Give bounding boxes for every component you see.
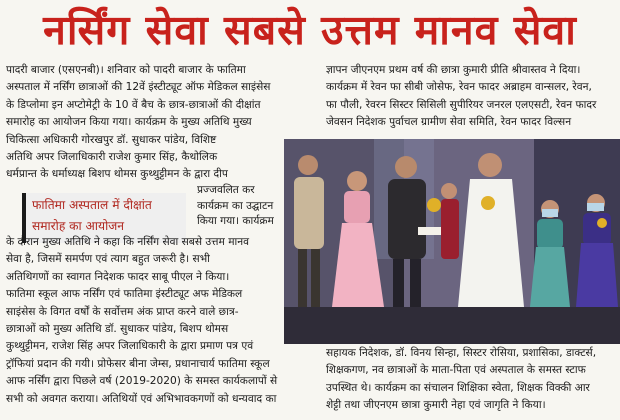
text-line: प्रज्जवलित कर (197, 184, 255, 196)
text-line: अतिथि अपर जिलाधिकारी राजेश कुमार सिंह, कैथोलिक (6, 151, 218, 164)
text-line: सभी को अवगत कराया। अतिथियों एवं अभिभावकगणों को धन्यवाद का (6, 392, 277, 405)
text-line: शेट्टी तथा जीएनएम छात्रा कुमारी नेहा एवं जागृति ने किया। (326, 399, 546, 412)
text-line: अस्पताल में नर्सिंग छात्राओं की 12वें इंस्टीट्यूट ऑफ मेडिकल साइंसेस (6, 81, 271, 94)
text-line: धर्मप्रान्त के धर्माध्यक्ष बिशप थोमस कुथ्थुट्टीमन के द्वारा दीप (6, 168, 228, 181)
subheading-line: फातिमा अस्पताल में दीक्षांत (32, 198, 152, 212)
text-line: साइंसेस के विगत वर्षों के सर्वोत्तम अंक प्राप्त करने वाले छात्र- (6, 305, 239, 318)
article-side-column (197, 183, 287, 230)
text-line: कुथ्थुट्टीमन, राजेश सिंह अपर जिलाधिकारी के द्वारा प्रमाण पत्र एवं (6, 340, 254, 353)
text-line: छात्राओं को मुख्य अतिथि डॉ. सुधाकर पांडेय, बिशप थोमस (6, 323, 229, 336)
text-line: सेवा है, जिसमें समर्पण एवं त्याग बहुत जरूरी है। सभी (6, 253, 210, 266)
text-line: शिक्षकगण, नव छात्राओं के माता-पिता एवं अस्पताल के समस्त स्टाफ (326, 364, 586, 377)
headline: नर्सिंग सेवा सबसे उत्तम मानव सेवा (43, 6, 577, 54)
text-line: सहायक निदेशक, डॉ. विनय सिन्हा, सिस्टर रोसिया, प्रशासिका, डाक्टर्स, (326, 347, 597, 359)
text-line: आफ नर्सिंग द्वारा पिछले वर्ष (2019-2020) के समस्त कार्यकलापों से (6, 375, 278, 388)
ceremony-photo (284, 139, 620, 344)
article-column-right-bottom (326, 345, 616, 415)
text-line: समारोह का आयोजन किया गया। कार्यक्रम के मुख्य अतिथि मुख्य (6, 116, 252, 129)
text-line: पादरी बाजार (एसएनबी)। शनिवार को पादरी बाजार के फातिमा (6, 64, 246, 76)
subheading-line: समारोह का आयोजन (32, 219, 125, 233)
text-line: कार्यक्रम का उद्घाटन (197, 199, 274, 212)
text-line: अतिथिगणों का स्वागत निदेशक फादर साबू पीएल ने किया। (6, 270, 230, 283)
text-line: फातिमा स्कूल आफ नर्सिंग एवं फातिमा इंस्टीट्यूट अफ मेडिकल (6, 288, 243, 301)
text-line: कार्यक्रम में रेवन फा सीबी जोसेफ, रेवन फादर अब्राहम वान्सलर, रेवन, (326, 81, 592, 94)
text-line: जेवसन निदेशक पुर्वाचल ग्रामीण सेवा समिति, रेवन फादर विल्सन (326, 116, 572, 129)
article-column-left-top (6, 62, 306, 184)
text-line: के डिप्लोमा इन अप्टोमेट्री के 10 वें बैच के छात्र-छात्राओं की दीक्षांत (6, 98, 261, 111)
ceremony-photo-illustration (284, 139, 620, 344)
text-line: ट्रॉफियां प्रदान की गयी। प्रोफेसर बीना जेम्स, प्रधानाचार्य फातिमा स्कूल (6, 357, 270, 370)
text-line: किया गया। कार्यक्रम (197, 215, 274, 228)
article-column-left-bottom (6, 234, 308, 408)
article-column-right-top (326, 62, 616, 132)
text-line: चिकित्सा अधिकारी गोरखपुर डॉ. सुधाकर पांडेय, विशिष्ट (6, 133, 217, 146)
text-line: उपस्थित थे। कार्यक्रम का संचालन शिक्षिका स्वेता, शिक्षक विक्की आर (326, 381, 590, 394)
text-line: के दौरान मुख्य अतिथि ने कहा कि नर्सिंग सेवा सबसे उत्तम मानव (6, 236, 250, 248)
text-line: ज्ञापन जीएनएम प्रथम वर्ष की छात्रा कुमारी प्रीति श्रीवास्तव ने दिया। (326, 64, 581, 76)
text-line: फा पौली, रेवरन सिस्टर सिसिली सुपीरियर जनरल एलएसटी, रेवन फादर (326, 98, 597, 111)
